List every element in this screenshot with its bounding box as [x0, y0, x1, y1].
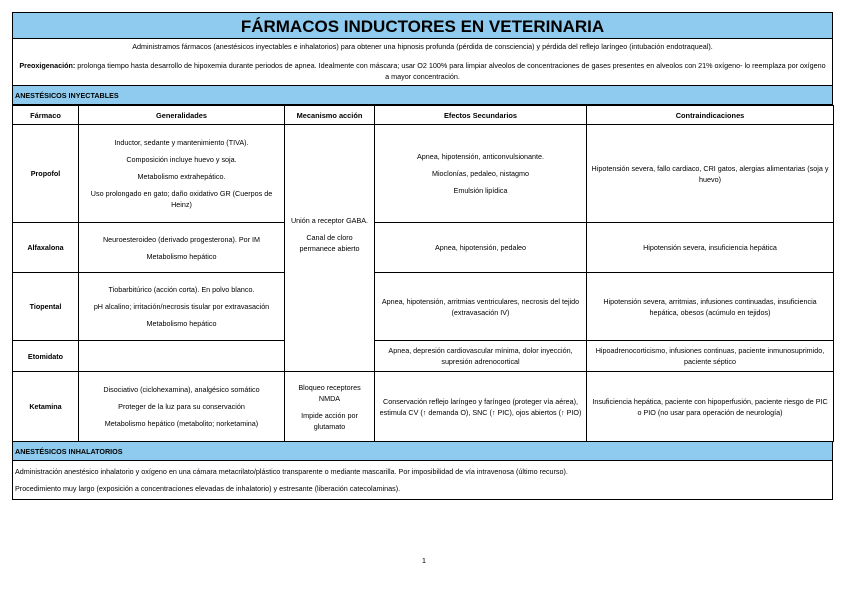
preoxygenation-text: prolonga tiempo hasta desarrollo de hipoxemia durante periodos de apnea. Idealmente con máscara; usar O2 100% para limpiar alveolos de concentraciones de gases presentes en alveolos con 21% oxígeno- lo reemplaza por oxígeno a mayor concentración.	[75, 61, 826, 81]
preoxygenation-label: Preoxigenación:	[19, 61, 76, 70]
general-line: Tiobarbitúrico (acción corta). En polvo blanco.	[108, 285, 255, 294]
contra-cell: Hipotensión severa, fallo cardiaco, CRI gatos, alergias alimentarias (soja y huevo)	[587, 125, 834, 223]
effects-cell: Apnea, hipotensión, arritmias ventriculares, necrosis del tejido (extravasación IV)	[375, 273, 587, 341]
section-injectables: ANESTÉSICOS INYECTABLES	[12, 86, 833, 105]
mechanism-line: Bloqueo receptores NMDA	[298, 382, 361, 403]
intro-block	[12, 39, 833, 86]
table-header-row	[13, 106, 834, 125]
intro-line-2	[19, 60, 826, 82]
effects-cell: Conservación reflejo laríngeo y faríngeo (proteger vía aérea), estimula CV (↑ demanda O), SNC (↑ PIC), ojos abiertos (↑ PIO)	[375, 372, 587, 442]
contra-cell: Hipotensión severa, arritmias, infusiones continuadas, insuficiencia hepática, obesos (acúmulo en tejidos)	[587, 273, 834, 341]
general-cell	[79, 125, 285, 223]
effects-line: Apnea, hipotensión, anticonvulsionante.	[416, 152, 545, 161]
general-cell	[79, 372, 285, 442]
general-line: Metabolismo hepático	[146, 251, 217, 261]
intro-line-1: Administramos fármacos (anestésicos inyectables e inhalatorios) para obtener una hipnosis profunda (pérdida de consciencia) y pérdida del reflejo laríngeo (intubación endotraqueal).	[132, 42, 713, 51]
mechanism-nmda-cell	[285, 372, 375, 442]
effects-line: Emulsión lipídica	[453, 186, 508, 195]
general-line: Proteger de la luz para su conservación	[118, 402, 245, 411]
inhalants-line: Administración anestésico inhalatorio y oxígeno en una cámara metacrilato/plástico transparente o mediante mascarilla. Por imposibilidad de vía intravenosa (último recurso).	[15, 467, 568, 476]
effects-cell	[375, 125, 587, 223]
drug-name: Propofol	[13, 125, 79, 223]
general-cell	[79, 341, 285, 372]
contra-cell: Insuficiencia hepática, paciente con hipoperfusión, paciente riesgo de PIC o PIO (no usar para operación de neurología)	[587, 372, 834, 442]
mechanism-line: Impide acción por glutamato	[301, 410, 358, 431]
general-line: Composición incluye huevo y soja.	[126, 155, 237, 164]
contra-cell: Hipoadrenocorticismo, infusiones continuas, paciente inmunosuprimido, paciente séptico	[587, 341, 834, 372]
general-line: Inductor, sedante y mantenimiento (TIVA).	[114, 138, 249, 147]
general-line: pH alcalino; irritación/necrosis tisular por extravasación	[93, 302, 270, 311]
section-inhalants: ANESTÉSICOS INHALATORIOS	[12, 442, 833, 461]
table-row	[13, 273, 834, 341]
document	[12, 12, 833, 500]
header-effects: Efectos Secundarios	[375, 106, 587, 125]
header-mechanism: Mecanismo acción	[285, 106, 375, 125]
drug-name: Etomidato	[13, 341, 79, 372]
header-drug: Fármaco	[13, 106, 79, 125]
table-row	[13, 223, 834, 273]
table-row	[13, 125, 834, 223]
table-row	[13, 341, 834, 372]
general-line: Metabolismo extrahepático.	[137, 172, 226, 181]
general-cell	[79, 223, 285, 273]
page-number: 1	[421, 556, 427, 565]
effects-line: Mioclonías, pedaleo, nistagmo	[431, 169, 530, 178]
general-line: Metabolismo hepático (metabolito; norketamina)	[104, 419, 259, 428]
drug-name: Ketamina	[13, 372, 79, 442]
injectables-table	[12, 105, 834, 442]
mechanism-line: Canal de cloro permanece abierto	[299, 233, 360, 253]
mechanism-gaba-cell	[285, 125, 375, 372]
general-cell	[79, 273, 285, 341]
inhalants-block	[12, 461, 833, 500]
header-contraindications: Contraindicaciones	[587, 106, 834, 125]
drug-name: Alfaxalona	[13, 223, 79, 273]
mechanism-line: Unión a receptor GABA.	[290, 216, 369, 225]
contra-cell: Hipotensión severa, insuficiencia hepática	[587, 223, 834, 273]
table-row	[13, 372, 834, 442]
effects-cell: Apnea, hipotensión, pedaleo	[375, 223, 587, 273]
effects-cell: Apnea, depresión cardiovascular mínima, dolor inyección, supresión adrenocortical	[375, 341, 587, 372]
general-line: Uso prolongado en gato; daño oxidativo GR (Cuerpos de Heinz)	[90, 189, 273, 209]
general-line: Neuroesteroideo (derivado progesterona). Por IM	[102, 234, 260, 244]
general-line: Metabolismo hepático	[146, 319, 217, 328]
drug-name: Tiopental	[13, 273, 79, 341]
general-line: Disociativo (ciclohexamina), analgésico somático	[103, 385, 260, 394]
header-general: Generalidades	[79, 106, 285, 125]
page-title: FÁRMACOS INDUCTORES EN VETERINARIA	[12, 12, 833, 39]
inhalants-line: Procedimiento muy largo (exposición a concentraciones elevadas de inhalatorio) y estresante (liberación catecolaminas).	[15, 484, 401, 493]
